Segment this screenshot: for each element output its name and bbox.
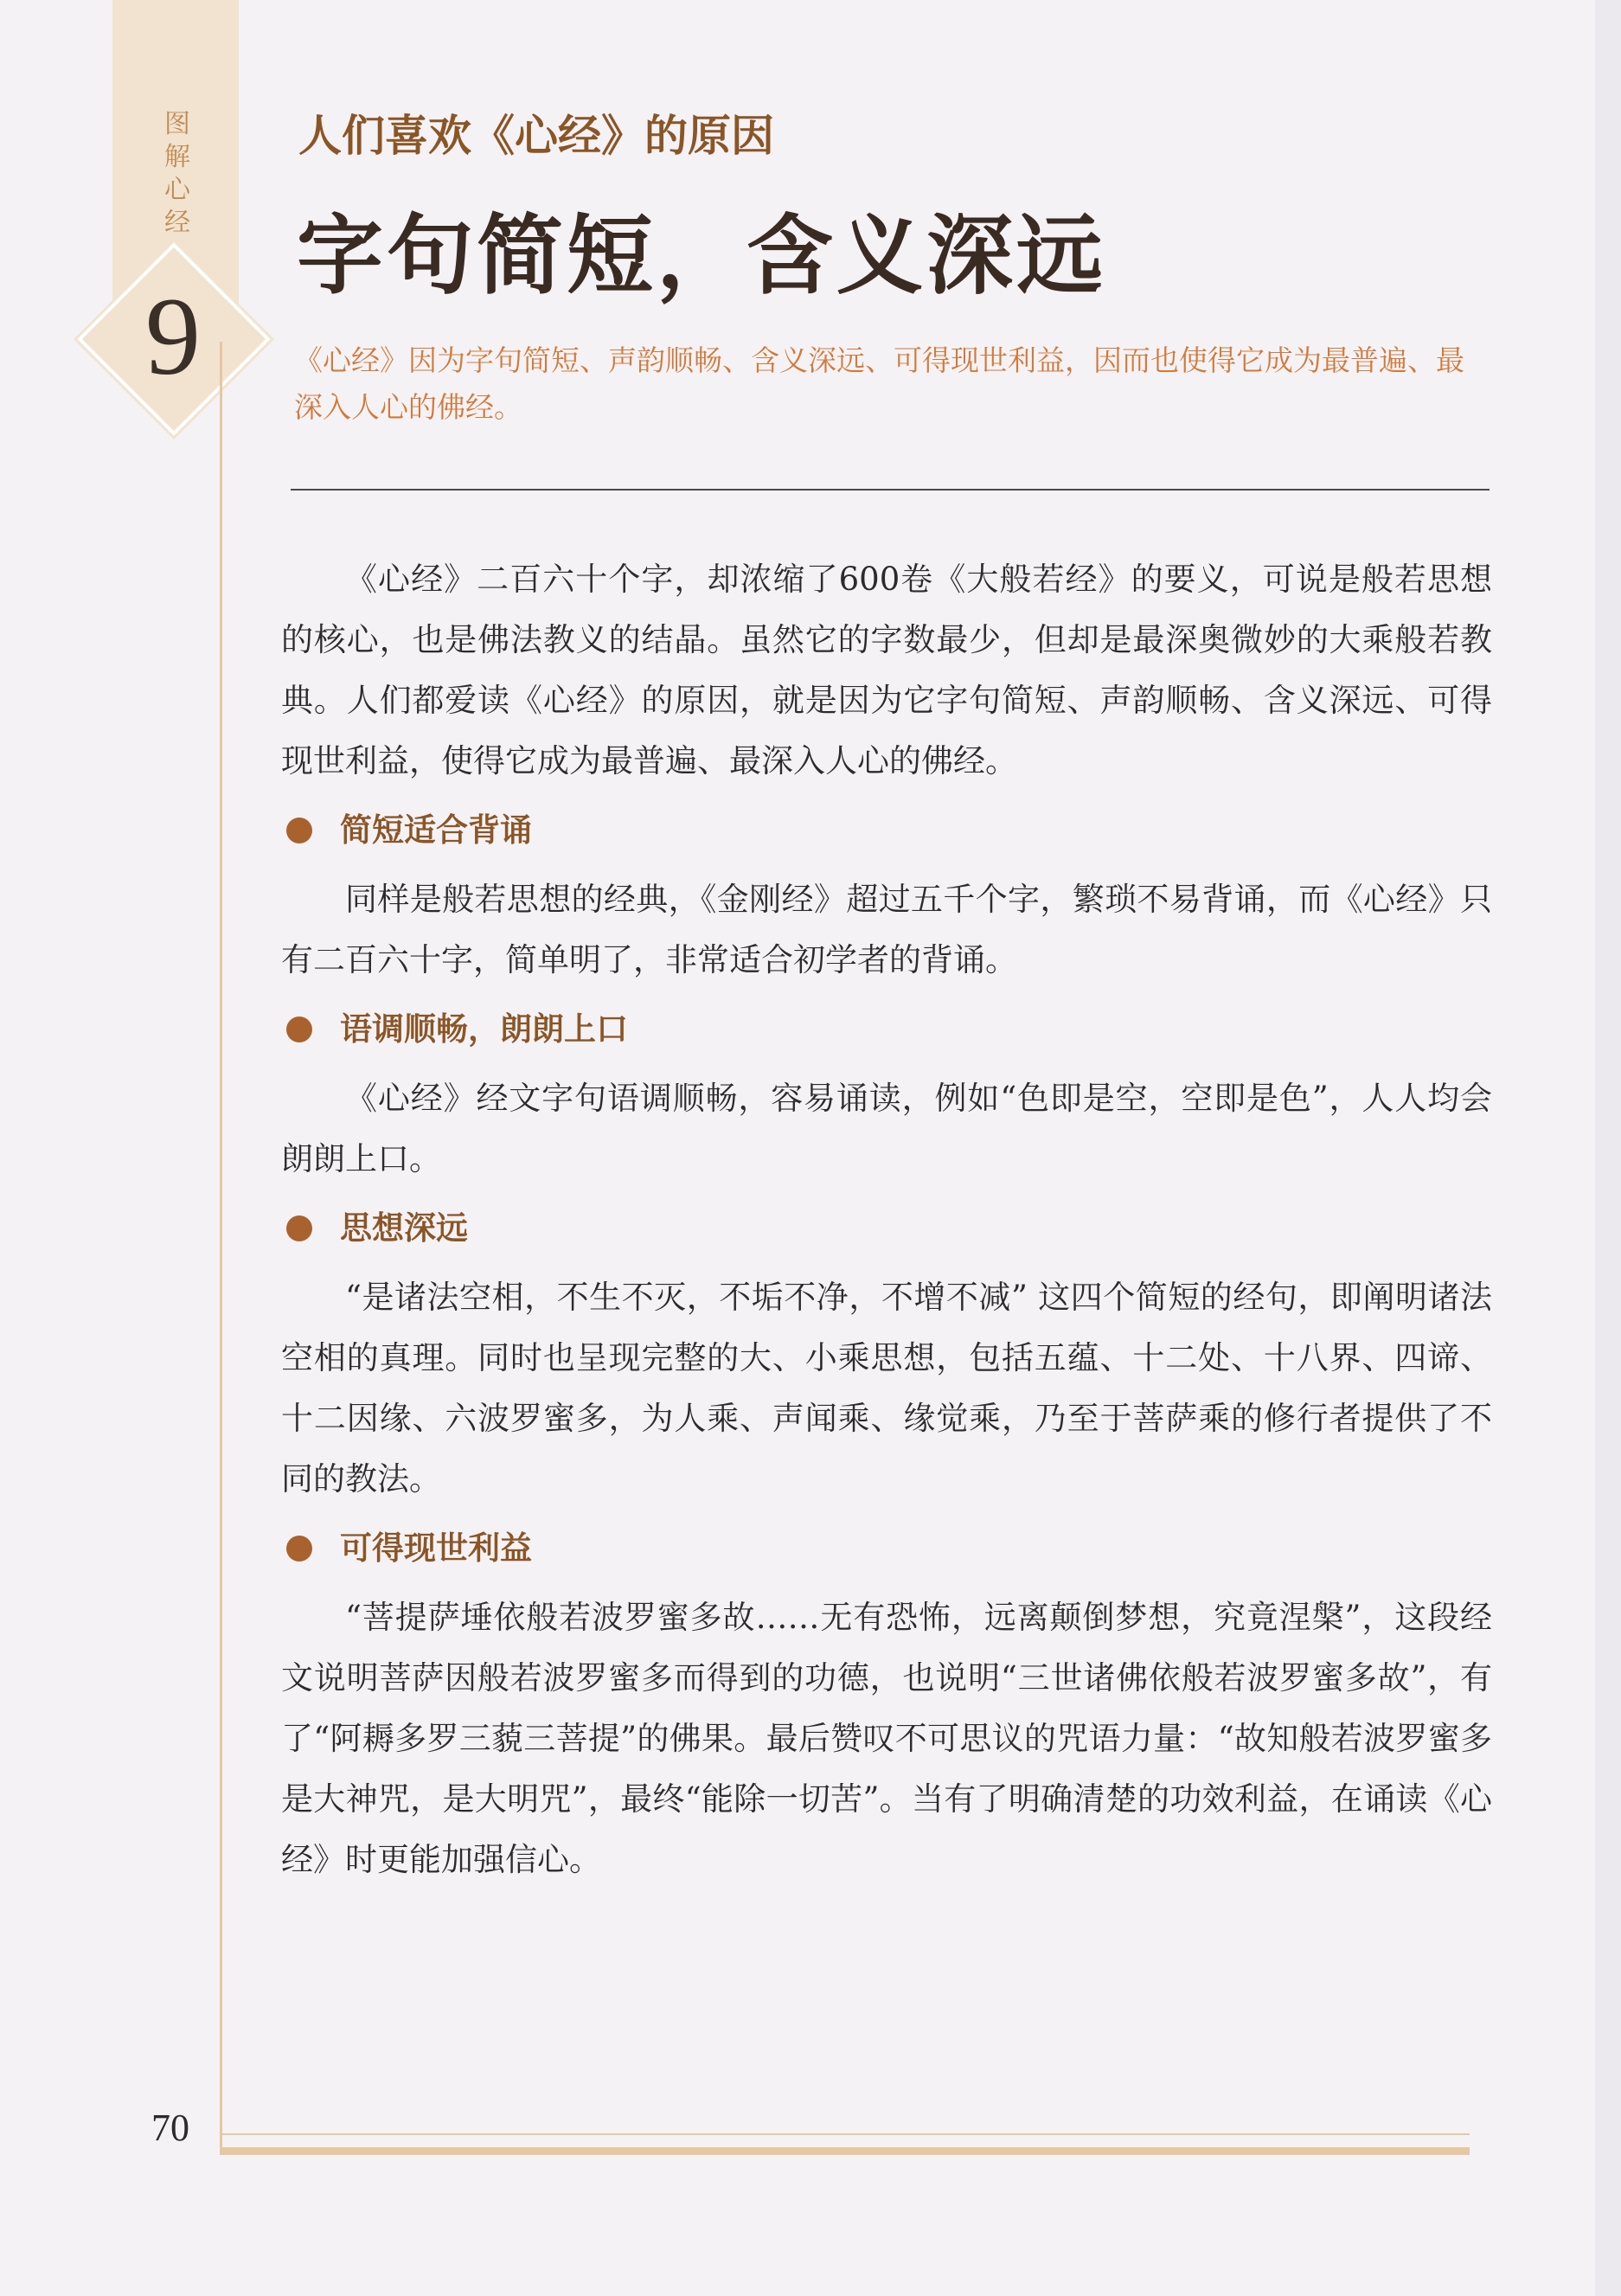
section-paragraph: “是诸法空相，不生不灭，不垢不净，不增不减” 这四个简短的经句，即阐明诸法空相的真理。同时也呈现完整的大、小乘思想，包括五蕴、十二处、十八界、四谛、十二因缘、六波罗蜜多，为人乘、声闻乘、缘觉乘，乃至于菩萨乘的修行者提供了不同的教法。 bbox=[281, 1279, 1492, 1498]
chapter-number: 9 bbox=[145, 275, 201, 398]
page-title: 字句简短，含义深远 bbox=[297, 204, 1106, 306]
section-paragraph: 同样是般若思想的经典，《金刚经》超过五千个字，繁琐不易背诵，而《心经》只有二百六十字，简单明了，非常适合初学者的背诵。 bbox=[281, 881, 1492, 978]
bullet-icon bbox=[286, 1536, 312, 1562]
summary-text: 《心经》因为字句简短、声韵顺畅、含义深远、可得现世利益，因而也使得它成为最普遍、最深入人心的佛经。 bbox=[294, 343, 1464, 424]
running-title-char: 心 bbox=[164, 175, 190, 205]
page-number: 70 bbox=[151, 2107, 189, 2149]
footer-rule bbox=[220, 2133, 1470, 2135]
running-title bbox=[151, 108, 203, 240]
footer-rule bbox=[220, 2147, 1470, 2155]
bullet-icon bbox=[286, 1017, 312, 1042]
page-edge bbox=[1595, 0, 1621, 2296]
section-header-label: 人们喜欢《心经》的原因 bbox=[298, 110, 774, 161]
section-heading-text: 简短适合背诵 bbox=[340, 811, 532, 849]
running-title-char: 图 bbox=[164, 109, 190, 139]
section-heading-text: 可得现世利益 bbox=[340, 1530, 532, 1567]
section-heading bbox=[281, 997, 1492, 1061]
bullet-icon bbox=[286, 1215, 312, 1241]
section-heading bbox=[281, 798, 1492, 863]
vertical-rule bbox=[220, 342, 222, 2152]
running-title-char: 经 bbox=[164, 208, 190, 238]
running-title-char: 解 bbox=[164, 142, 190, 172]
article-body bbox=[281, 549, 1492, 1890]
bullet-icon bbox=[286, 818, 312, 843]
section-paragraph: 《心经》经文字句语调顺畅，容易诵读，例如“色即是空，空即是色”，人人均会朗朗上口。 bbox=[281, 1080, 1492, 1177]
intro-paragraph: 《心经》二百六十个字，却浓缩了600卷《大般若经》的要义，可说是般若思想的核心，也是佛法教义的结晶。虽然它的字数最少，但却是最深奥微妙的大乘般若教典。人们都爱读《心经》的原因，就是因为它字句简短、声韵顺畅、含义深远、可得现世利益，使得它成为最普遍、最深入人心的佛经。 bbox=[281, 561, 1492, 779]
title-divider bbox=[291, 489, 1490, 491]
section-heading-text: 思想深远 bbox=[340, 1209, 468, 1247]
section-heading bbox=[281, 1196, 1492, 1260]
section-heading bbox=[281, 1517, 1492, 1581]
section-heading-text: 语调顺畅，朗朗上口 bbox=[340, 1010, 628, 1048]
section-paragraph: “菩提萨埵依般若波罗蜜多故……无有恐怖，远离颠倒梦想，究竟涅槃”，这段经文说明菩萨因般若波罗蜜多而得到的功德，也说明“三世诸佛依般若波罗蜜多故”，有了“阿耨多罗三藐三菩提”的佛果。最后赞叹不可思议的咒语力量：“故知般若波罗蜜多是大神咒，是大明咒”，最终“能除一切苦”。当有了明确清楚的功效利益，在诵读《心经》时更能加强信心。 bbox=[281, 1599, 1492, 1878]
